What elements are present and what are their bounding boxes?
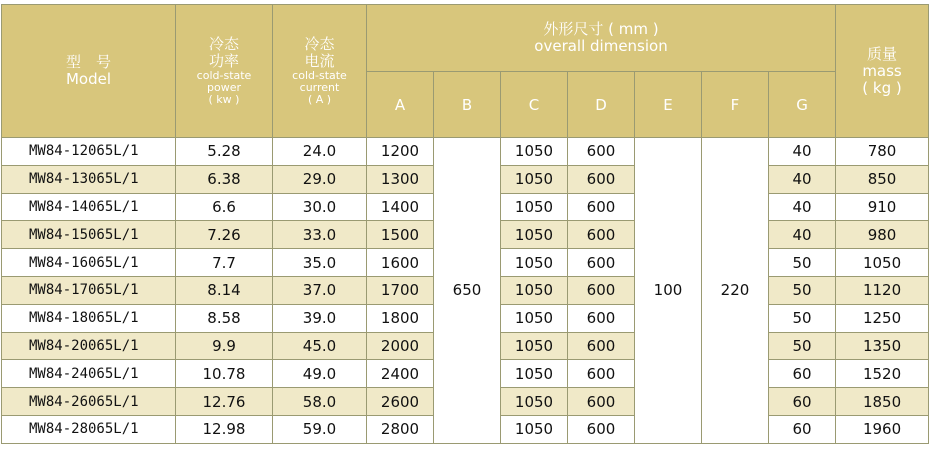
cell-current: 58.0 [273,388,367,416]
header-current-en2: current [299,81,340,94]
cell-dim-d: 600 [568,249,635,277]
header-power-en1: cold-state [196,69,252,82]
cell-power: 5.28 [176,138,273,166]
cell-dim-d: 600 [568,360,635,388]
cell-model: MW84-14065L/1 [2,193,176,221]
cell-dim-a: 1700 [367,276,434,304]
cell-dim-c: 1050 [501,332,568,360]
header-dimension-cn: 外形尺寸 ( mm ) [543,20,659,38]
cell-dim-f-merged: 220 [702,138,769,444]
cell-dim-c: 1050 [501,360,568,388]
header-power-unit: ( kw ) [208,93,240,106]
cell-current: 24.0 [273,138,367,166]
cell-dim-g: 40 [769,221,836,249]
header-mass [836,5,929,138]
cell-current: 37.0 [273,276,367,304]
header-dim-f: F [702,72,769,138]
header-dim-e: E [635,72,702,138]
cell-current: 29.0 [273,165,367,193]
cell-mass: 1350 [836,332,929,360]
header-dimension [367,5,836,72]
header-power-cn1: 冷态 [208,35,239,53]
cell-power: 9.9 [176,332,273,360]
cell-dim-a: 1300 [367,165,434,193]
cell-dim-a: 2400 [367,360,434,388]
cell-dim-d: 600 [568,304,635,332]
cell-dim-c: 1050 [501,221,568,249]
cell-dim-g: 50 [769,304,836,332]
header-current-cn1: 冷态 [304,35,335,53]
cell-mass: 850 [836,165,929,193]
header-mass-unit: ( kg ) [862,78,902,97]
cell-dim-g: 60 [769,360,836,388]
cell-current: 49.0 [273,360,367,388]
cell-current: 33.0 [273,221,367,249]
cell-dim-c: 1050 [501,415,568,443]
cell-mass: 1250 [836,304,929,332]
cell-dim-a: 1400 [367,193,434,221]
cell-dim-d: 600 [568,388,635,416]
cell-model: MW84-24065L/1 [2,360,176,388]
cell-power: 6.6 [176,193,273,221]
cell-dim-g: 50 [769,332,836,360]
table-body [2,138,929,444]
cell-mass: 1050 [836,249,929,277]
cell-model: MW84-28065L/1 [2,415,176,443]
header-model-cn: 型 号 [65,53,111,71]
cell-model: MW84-15065L/1 [2,221,176,249]
cell-dim-b-merged: 650 [434,138,501,444]
header-dimension-en: overall dimension [534,37,668,55]
header-current-unit: ( A ) [307,93,332,106]
cell-dim-c: 1050 [501,304,568,332]
cell-current: 45.0 [273,332,367,360]
cell-dim-a: 2000 [367,332,434,360]
cell-dim-a: 1500 [367,221,434,249]
cell-dim-c: 1050 [501,388,568,416]
cell-dim-a: 1600 [367,249,434,277]
cell-dim-d: 600 [568,193,635,221]
header-model [2,5,176,138]
header-dim-d: D [568,72,635,138]
cell-power: 6.38 [176,165,273,193]
cell-dim-c: 1050 [501,138,568,166]
header-dim-g: G [769,72,836,138]
cell-mass: 1960 [836,415,929,443]
header-current-en1: cold-state [292,69,347,82]
cell-dim-g: 60 [769,415,836,443]
cell-current: 39.0 [273,304,367,332]
cell-dim-d: 600 [568,276,635,304]
cell-dim-d: 600 [568,165,635,193]
cell-mass: 1850 [836,388,929,416]
cell-power: 8.14 [176,276,273,304]
header-dim-b: B [434,72,501,138]
cell-dim-a: 2600 [367,388,434,416]
header-model-en: Model [65,70,112,88]
cell-mass: 980 [836,221,929,249]
cell-dim-a: 1200 [367,138,434,166]
cell-dim-g: 50 [769,249,836,277]
header-current-cn2: 电流 [304,52,335,70]
header-dim-a: A [367,72,434,138]
cell-current: 30.0 [273,193,367,221]
table-row [2,138,929,166]
cell-mass: 1120 [836,276,929,304]
header-mass-en: mass [862,61,902,80]
cell-mass: 910 [836,193,929,221]
cell-dim-g: 40 [769,138,836,166]
cell-dim-g: 60 [769,388,836,416]
cell-current: 59.0 [273,415,367,443]
cell-model: MW84-16065L/1 [2,249,176,277]
cell-dim-d: 600 [568,221,635,249]
cell-power: 10.78 [176,360,273,388]
cell-dim-a: 2800 [367,415,434,443]
spec-table [1,4,929,444]
cell-mass: 780 [836,138,929,166]
cell-dim-c: 1050 [501,249,568,277]
cell-power: 7.7 [176,249,273,277]
cell-dim-g: 50 [769,276,836,304]
cell-power: 12.76 [176,388,273,416]
header-current [273,5,367,138]
cell-model: MW84-18065L/1 [2,304,176,332]
cell-dim-c: 1050 [501,165,568,193]
cell-dim-c: 1050 [501,193,568,221]
header-dim-c: C [501,72,568,138]
cell-power: 8.58 [176,304,273,332]
header-power-en2: power [207,81,241,94]
header-mass-cn: 质量 [867,44,898,63]
cell-model: MW84-12065L/1 [2,138,176,166]
cell-dim-d: 600 [568,415,635,443]
cell-dim-e-merged: 100 [635,138,702,444]
cell-model: MW84-26065L/1 [2,388,176,416]
cell-model: MW84-20065L/1 [2,332,176,360]
cell-dim-g: 40 [769,193,836,221]
cell-dim-g: 40 [769,165,836,193]
cell-dim-d: 600 [568,332,635,360]
cell-model: MW84-17065L/1 [2,276,176,304]
cell-model: MW84-13065L/1 [2,165,176,193]
cell-dim-d: 600 [568,138,635,166]
cell-current: 35.0 [273,249,367,277]
header-power [176,5,273,138]
cell-power: 12.98 [176,415,273,443]
cell-dim-a: 1800 [367,304,434,332]
cell-dim-c: 1050 [501,276,568,304]
cell-mass: 1520 [836,360,929,388]
cell-power: 7.26 [176,221,273,249]
header-power-cn2: 功率 [208,52,239,70]
